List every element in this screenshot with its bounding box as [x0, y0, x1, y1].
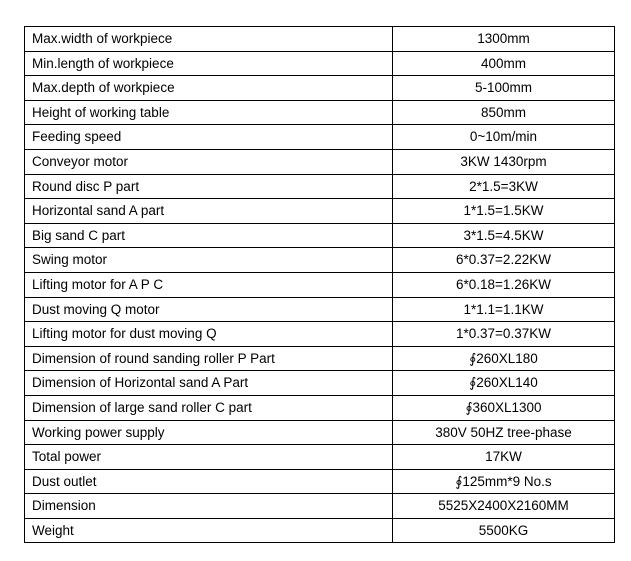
spec-value: 850mm — [393, 100, 615, 125]
spec-label: Big sand C part — [25, 223, 393, 248]
spec-value: 0~10m/min — [393, 125, 615, 150]
spec-label: Height of working table — [25, 100, 393, 125]
spec-value: 17KW — [393, 445, 615, 470]
spec-label: Feeding speed — [25, 125, 393, 150]
table-row — [25, 76, 615, 101]
table-row — [25, 100, 615, 125]
table-row — [25, 149, 615, 174]
spec-label: Dimension of large sand roller C part — [25, 395, 393, 420]
spec-label: Horizontal sand A part — [25, 199, 393, 224]
spec-value: 1300mm — [393, 27, 615, 52]
spec-table-body — [25, 27, 615, 543]
spec-label: Weight — [25, 518, 393, 543]
table-row — [25, 174, 615, 199]
table-row — [25, 371, 615, 396]
spec-label: Round disc P part — [25, 174, 393, 199]
spec-label: Working power supply — [25, 420, 393, 445]
spec-label: Dust moving Q motor — [25, 297, 393, 322]
table-row — [25, 223, 615, 248]
table-row — [25, 51, 615, 76]
spec-label: Min.length of workpiece — [25, 51, 393, 76]
table-row — [25, 248, 615, 273]
spec-value: ∮260XL180 — [393, 346, 615, 371]
table-row — [25, 272, 615, 297]
table-row — [25, 199, 615, 224]
spec-label: Total power — [25, 445, 393, 470]
spec-value: ∮125mm*9 No.s — [393, 469, 615, 494]
spec-label: Lifting motor for A P C — [25, 272, 393, 297]
spec-value: 1*1.1=1.1KW — [393, 297, 615, 322]
spec-label: Dimension of Horizontal sand A Part — [25, 371, 393, 396]
spec-value: 2*1.5=3KW — [393, 174, 615, 199]
spec-value: 6*0.18=1.26KW — [393, 272, 615, 297]
spec-value: ∮260XL140 — [393, 371, 615, 396]
spec-value: 6*0.37=2.22KW — [393, 248, 615, 273]
table-row — [25, 420, 615, 445]
spec-table — [24, 26, 615, 543]
table-row — [25, 518, 615, 543]
table-row — [25, 322, 615, 347]
spec-label: Conveyor motor — [25, 149, 393, 174]
spec-value: 400mm — [393, 51, 615, 76]
spec-label: Max.depth of workpiece — [25, 76, 393, 101]
table-row — [25, 346, 615, 371]
table-row — [25, 469, 615, 494]
spec-label: Max.width of workpiece — [25, 27, 393, 52]
spec-value: 3*1.5=4.5KW — [393, 223, 615, 248]
spec-label: Dust outlet — [25, 469, 393, 494]
table-row — [25, 494, 615, 519]
spec-value: 380V 50HZ tree-phase — [393, 420, 615, 445]
table-row — [25, 445, 615, 470]
table-row — [25, 125, 615, 150]
spec-value: 3KW 1430rpm — [393, 149, 615, 174]
table-row — [25, 27, 615, 52]
spec-value: 1*1.5=1.5KW — [393, 199, 615, 224]
spec-label: Dimension of round sanding roller P Part — [25, 346, 393, 371]
spec-value: ∮360XL1300 — [393, 395, 615, 420]
spec-value: 5525X2400X2160MM — [393, 494, 615, 519]
spec-label: Lifting motor for dust moving Q — [25, 322, 393, 347]
spec-value: 5-100mm — [393, 76, 615, 101]
table-row — [25, 297, 615, 322]
spec-label: Swing motor — [25, 248, 393, 273]
spec-value: 5500KG — [393, 518, 615, 543]
spec-value: 1*0.37=0.37KW — [393, 322, 615, 347]
table-row — [25, 395, 615, 420]
spec-label: Dimension — [25, 494, 393, 519]
